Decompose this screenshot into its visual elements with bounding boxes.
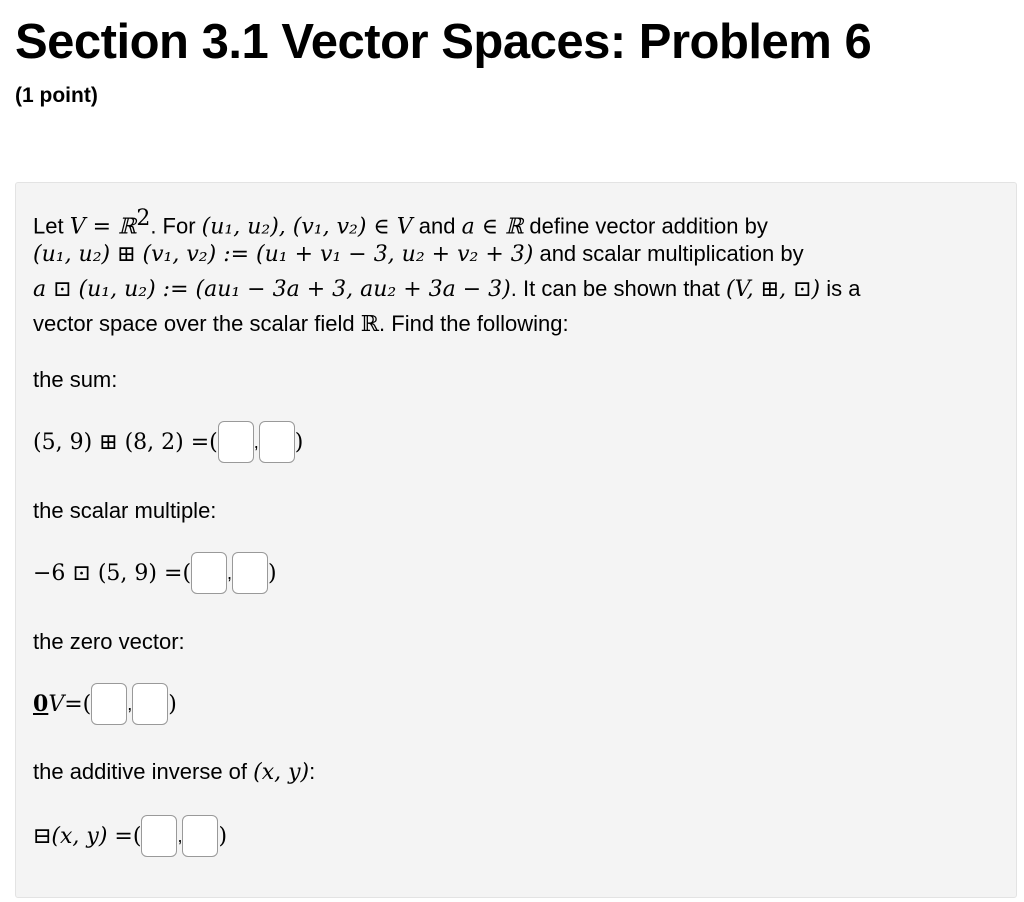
text-let: Let [33,213,64,239]
scalar-second-input[interactable] [232,552,268,594]
scalar-row [33,552,277,594]
inverse-label [33,759,315,785]
text-scalar-mult: and scalar multiplication by [539,241,804,266]
zero-subscript: V [48,691,65,717]
inverse-label-colon: : [309,759,316,784]
zero-second-input[interactable] [132,683,168,725]
inverse-second-input[interactable] [182,815,218,857]
inverse-label-text: the additive inverse of [33,759,248,784]
text-define-addition: define vector addition by [529,213,768,239]
zero-label: the zero vector: [33,629,185,654]
text-vector-space: vector space over the scalar field [33,311,355,336]
math-v-eq-r: V = ℝ [69,214,137,240]
scalar-expression: −6 ⊡ (5, 9) = [33,560,183,586]
page-title: Section 3.1 Vector Spaces: Problem 6 [15,15,872,69]
comma: , [227,562,233,583]
zero-first-input[interactable] [91,683,127,725]
inverse-first-input[interactable] [141,815,177,857]
math-pairs: (u₁, u₂), (v₁, v₂) ∈ V [201,214,413,240]
scalar-first-input[interactable] [191,552,227,594]
sum-label: the sum: [33,367,118,392]
zero-row [33,683,177,725]
close-paren: ) [268,560,277,586]
sum-first-input[interactable] [218,421,254,463]
comma: , [127,693,133,714]
close-paren: ) [294,429,304,455]
problem-panel [15,182,1017,898]
inverse-expression: ⊟(x, y) = [33,823,133,849]
problem-line-2 [33,236,804,272]
text-it-can-be-shown: . It can be shown that [510,276,720,301]
math-sup-2: 2 [136,206,151,231]
zero-equals: = [64,691,83,717]
inverse-label-math: (x, y) [253,760,310,785]
inverse-row [33,815,227,857]
text-is-a: is a [826,276,861,301]
close-paren: ) [218,823,228,849]
text-for: . For [150,213,196,239]
math-triple: (V, ⊞, ⊡) [726,277,821,302]
math-a-in-r: a ∈ ℝ [461,214,524,240]
points-label: (1 point) [15,84,98,107]
open-paren: ( [209,429,218,455]
sum-row [33,421,303,463]
comma: , [177,825,183,846]
sum-second-input[interactable] [259,421,295,463]
open-paren: ( [182,560,192,586]
sum-expression: (5, 9) ⊞ (8, 2) = [33,429,210,455]
math-addition-definition: (u₁, u₂) ⊞ (v₁, v₂) := (u₁ + v₁ − 3, u₂ + v₂ + 3) [33,242,534,267]
problem-line-4 [33,306,569,342]
close-paren: ) [168,691,177,717]
math-r: ℝ [360,312,380,337]
text-find-following: . Find the following: [379,311,569,336]
text-and: and [418,213,456,239]
problem-line-3 [33,271,860,307]
comma: , [253,431,259,452]
open-paren: ( [82,691,92,717]
math-multiplication-definition: a ⊡ (u₁, u₂) := (au₁ − 3a + 3, au₂ + 3a − 3) [33,277,511,302]
zero-symbol: 0 [33,691,49,717]
scalar-label: the scalar multiple: [33,498,217,523]
open-paren: ( [132,823,142,849]
